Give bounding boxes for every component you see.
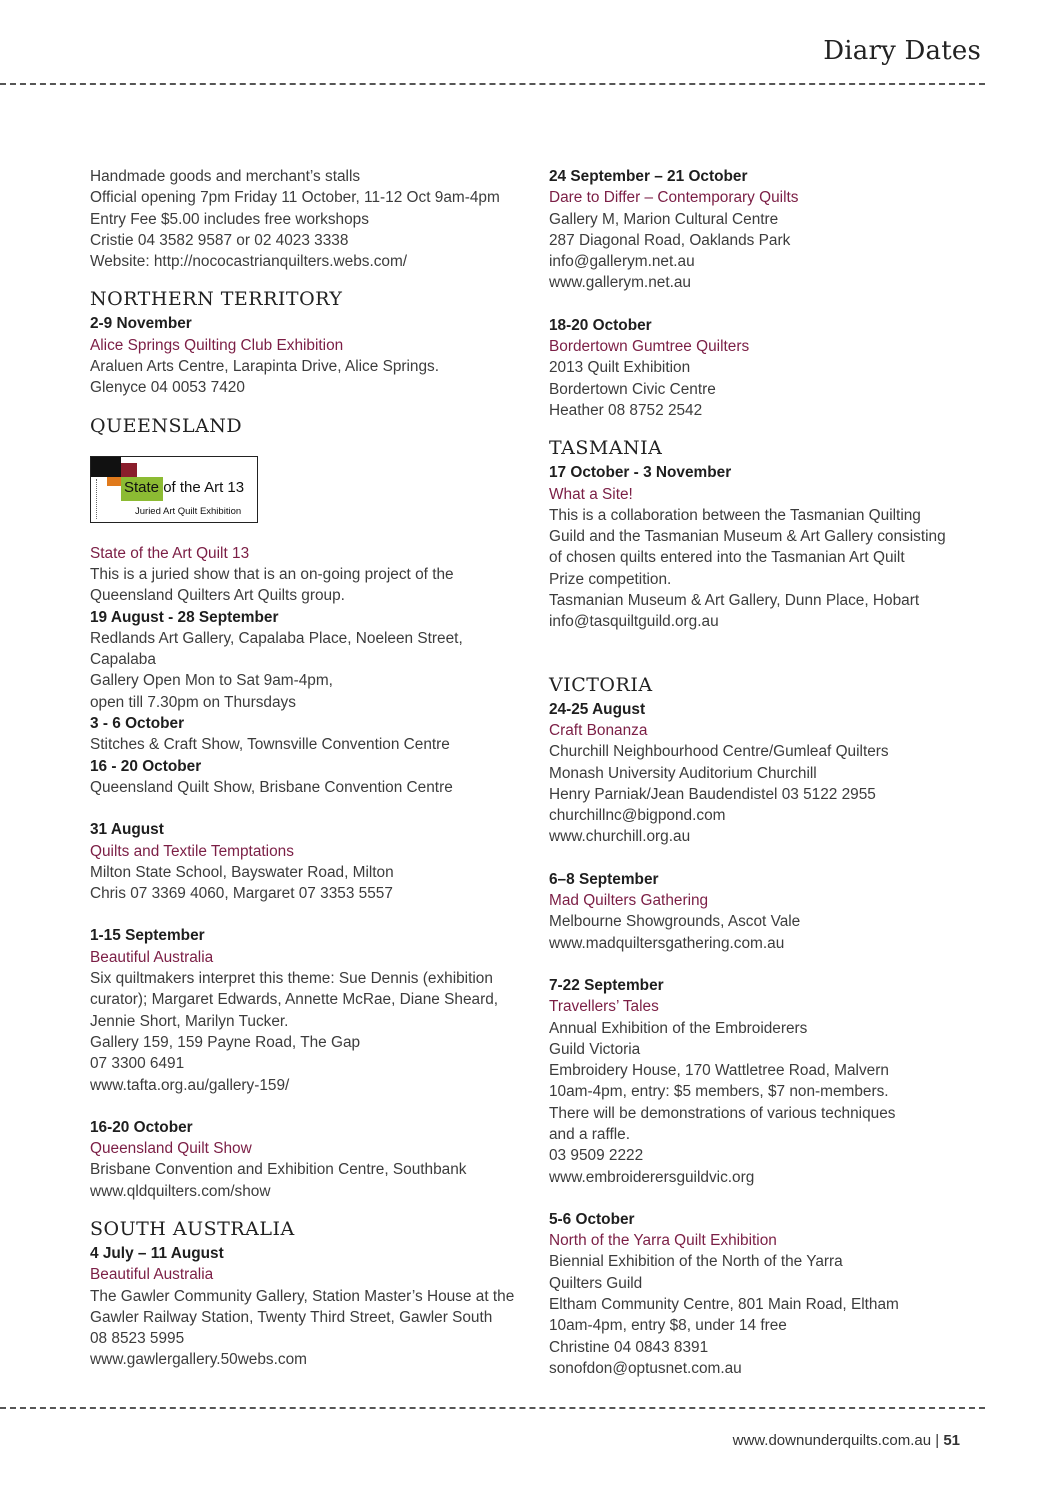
event-date: 19 August - 28 September [90,608,279,626]
region-heading-tas: TASMANIA [549,437,663,460]
right-column [549,166,979,1379]
text-line: of chosen quilts entered into the Tasmanian Art Quilt [549,549,905,567]
email-link[interactable]: churchillnc@bigpond.com [549,807,726,825]
text-line: Gallery 159, 159 Payne Road, The Gap [90,1033,361,1051]
text-line: Official opening 7pm Friday 11 October, 11-12 Oct 9am-4pm [90,189,500,207]
text-line: This is a juried show that is an on-going project of the [90,565,454,583]
text-line: and a raffle. [549,1125,631,1143]
text-line: Tasmanian Museum & Art Gallery, Dunn Place, Hobart [549,592,920,610]
text-line: Chris 07 3369 4060, Margaret 07 3353 5557 [90,885,393,903]
region-heading-nt: NORTHERN TERRITORY [90,288,343,311]
event-title: North of the Yarra Quilt Exhibition [549,1232,777,1250]
text-line: There will be demonstrations of various techniques [549,1104,896,1122]
text-line: 10am-4pm, entry: $5 members, $7 non-members. [549,1083,889,1101]
event-date: 17 October - 3 November [549,464,732,482]
text-line: Quilters Guild [549,1274,643,1292]
event-title: Dare to Differ – Contemporary Quilts [549,189,799,207]
logo-subtitle: Juried Art Quilt Exhibition [135,505,242,517]
email-link[interactable]: info@gallerym.net.au [549,253,695,271]
text-line: Annual Exhibition of the Embroiderers [549,1019,808,1037]
event-title: Beautiful Australia [90,1266,214,1284]
text-line: Guild Victoria [549,1040,641,1058]
state-of-the-art-logo [90,456,258,523]
logo-title: State of the Art 13 [124,478,245,496]
event-date: 24 September – 21 October [549,168,748,185]
email-link[interactable]: info@tasquiltguild.org.au [549,613,719,631]
text-line: Bordertown Civic Centre [549,380,716,398]
text-line: Stitches & Craft Show, Townsville Convention Centre [90,736,450,754]
text-line: Six quiltmakers interpret this theme: Sue Dennis (exhibition [90,970,493,988]
text-line: Milton State School, Bayswater Road, Milton [90,863,394,881]
text-line: Melbourne Showgrounds, Ascot Vale [549,913,801,931]
text-line: 287 Diagonal Road, Oaklands Park [549,231,791,249]
text-line: Capalaba [90,651,156,669]
website-link[interactable]: www.embroiderersguildvic.org [549,1168,755,1186]
website-link[interactable]: www.qldquilters.com/show [90,1182,271,1200]
event-date: 6–8 September [549,870,659,888]
event-date: 5-6 October [549,1210,635,1228]
text-line: Churchill Neighbourhood Centre/Gumleaf Quilters [549,743,889,761]
text-line: Prize competition. [549,570,672,588]
text-line: The Gawler Community Gallery, Station Master’s House at the [90,1287,515,1305]
text-line: Heather 08 8752 2542 [549,401,703,419]
text-line: Embroidery House, 170 Wattletree Road, Malvern [549,1062,889,1080]
text-line: Gawler Railway Station, Twenty Third Street, Gawler South [90,1308,493,1326]
text-line: 07 3300 6491 [90,1055,185,1073]
text-line: Entry Fee $5.00 includes free workshops [90,210,369,228]
text-line: curator); Margaret Edwards, Annette McRae, Diane Sheard, [90,991,499,1009]
text-line: Jennie Short, Marilyn Tucker. [90,1012,289,1030]
event-title: Bordertown Gumtree Quilters [549,338,750,356]
page-footer [733,1432,960,1449]
text-line: 2013 Quilt Exhibition [549,359,691,377]
footer-url[interactable]: www.downunderquilts.com.au [732,1432,932,1449]
text-line: This is a collaboration between the Tasmanian Quilting [549,506,921,524]
text-line: Cristie 04 3582 9587 or 02 4023 3338 [90,231,349,249]
page-number: 51 [943,1432,960,1449]
text-line: Araluen Arts Centre, Larapinta Drive, Alice Springs. [90,358,440,376]
text-line: 08 8523 5995 [90,1330,185,1348]
event-date: 16 - 20 October [90,757,202,775]
text-line: Henry Parniak/Jean Baudendistel 03 5122 2955 [549,785,876,803]
event-date: 1-15 September [90,927,205,945]
event-title: Queensland Quilt Show [90,1140,252,1158]
event-title: Craft Bonanza [549,721,648,739]
page-title: Diary Dates [823,36,981,66]
text-line: Queensland Quilt Show, Brisbane Convention Centre [90,778,453,796]
event-title: Mad Quilters Gathering [549,892,709,910]
region-heading-vic: VICTORIA [549,673,653,696]
event-title: Alice Springs Quilting Club Exhibition [90,336,344,354]
text-line: open till 7.30pm on Thursdays [90,693,296,711]
event-date: 16-20 October [90,1118,193,1136]
event-title: What a Site! [549,485,633,503]
website-link[interactable]: www.madquiltersgathering.com.au [549,934,785,952]
event-date: 2-9 November [90,315,192,333]
text-line: 10am-4pm, entry $8, under 14 free [549,1317,787,1335]
event-title: State of the Art Quilt 13 [90,544,250,562]
event-date: 24-25 August [549,700,646,718]
text-line: Handmade goods and merchant’s stalls [90,168,361,185]
email-link[interactable]: sonofdon@optusnet.com.au [549,1359,742,1377]
text-line: Queensland Quilters Art Quilts group. [90,587,345,605]
event-date: 3 - 6 October [90,715,185,733]
region-heading-qld: QUEENSLAND [90,414,243,437]
text-line: Redlands Art Gallery, Capalaba Place, Noeleen Street, [90,629,463,647]
website-link[interactable]: www.churchill.org.au [549,828,691,846]
text-line: Guild and the Tasmanian Museum & Art Gallery consisting [549,528,946,546]
event-date: 18-20 October [549,316,652,334]
text-line: Eltham Community Centre, 801 Main Road, Eltham [549,1296,899,1314]
event-title: Travellers’ Tales [549,998,659,1016]
region-heading-sa: SOUTH AUSTRALIA [90,1217,295,1240]
left-column [90,166,530,1371]
text-line: Gallery Open Mon to Sat 9am-4pm, [90,672,333,690]
event-date: 31 August [90,821,164,839]
top-dashed-rule [0,83,985,85]
text-line: 03 9509 2222 [549,1147,644,1165]
text-line: Christine 04 0843 8391 [549,1338,709,1356]
text-line: Monash University Auditorium Churchill [549,764,817,782]
footer-separator: | [935,1432,940,1449]
event-date: 4 July – 11 August [90,1244,224,1262]
event-title: Quilts and Textile Temptations [90,842,294,860]
website-link[interactable]: Website: http://nococastrianquilters.webs.com/ [90,253,408,271]
website-link[interactable]: www.gawlergallery.50webs.com [90,1351,307,1369]
text-line: Brisbane Convention and Exhibition Centre, Southbank [90,1161,467,1179]
website-link[interactable]: www.gallerym.net.au [549,274,691,292]
text-line: Glenyce 04 0053 7420 [90,379,245,397]
text-line: Gallery M, Marion Cultural Centre [549,210,779,228]
event-title: Beautiful Australia [90,948,214,966]
event-date: 7-22 September [549,976,664,994]
website-link[interactable]: www.tafta.org.au/gallery-159/ [90,1076,290,1094]
text-line: Biennial Exhibition of the North of the Yarra [549,1253,843,1271]
bottom-dashed-rule [0,1407,985,1409]
